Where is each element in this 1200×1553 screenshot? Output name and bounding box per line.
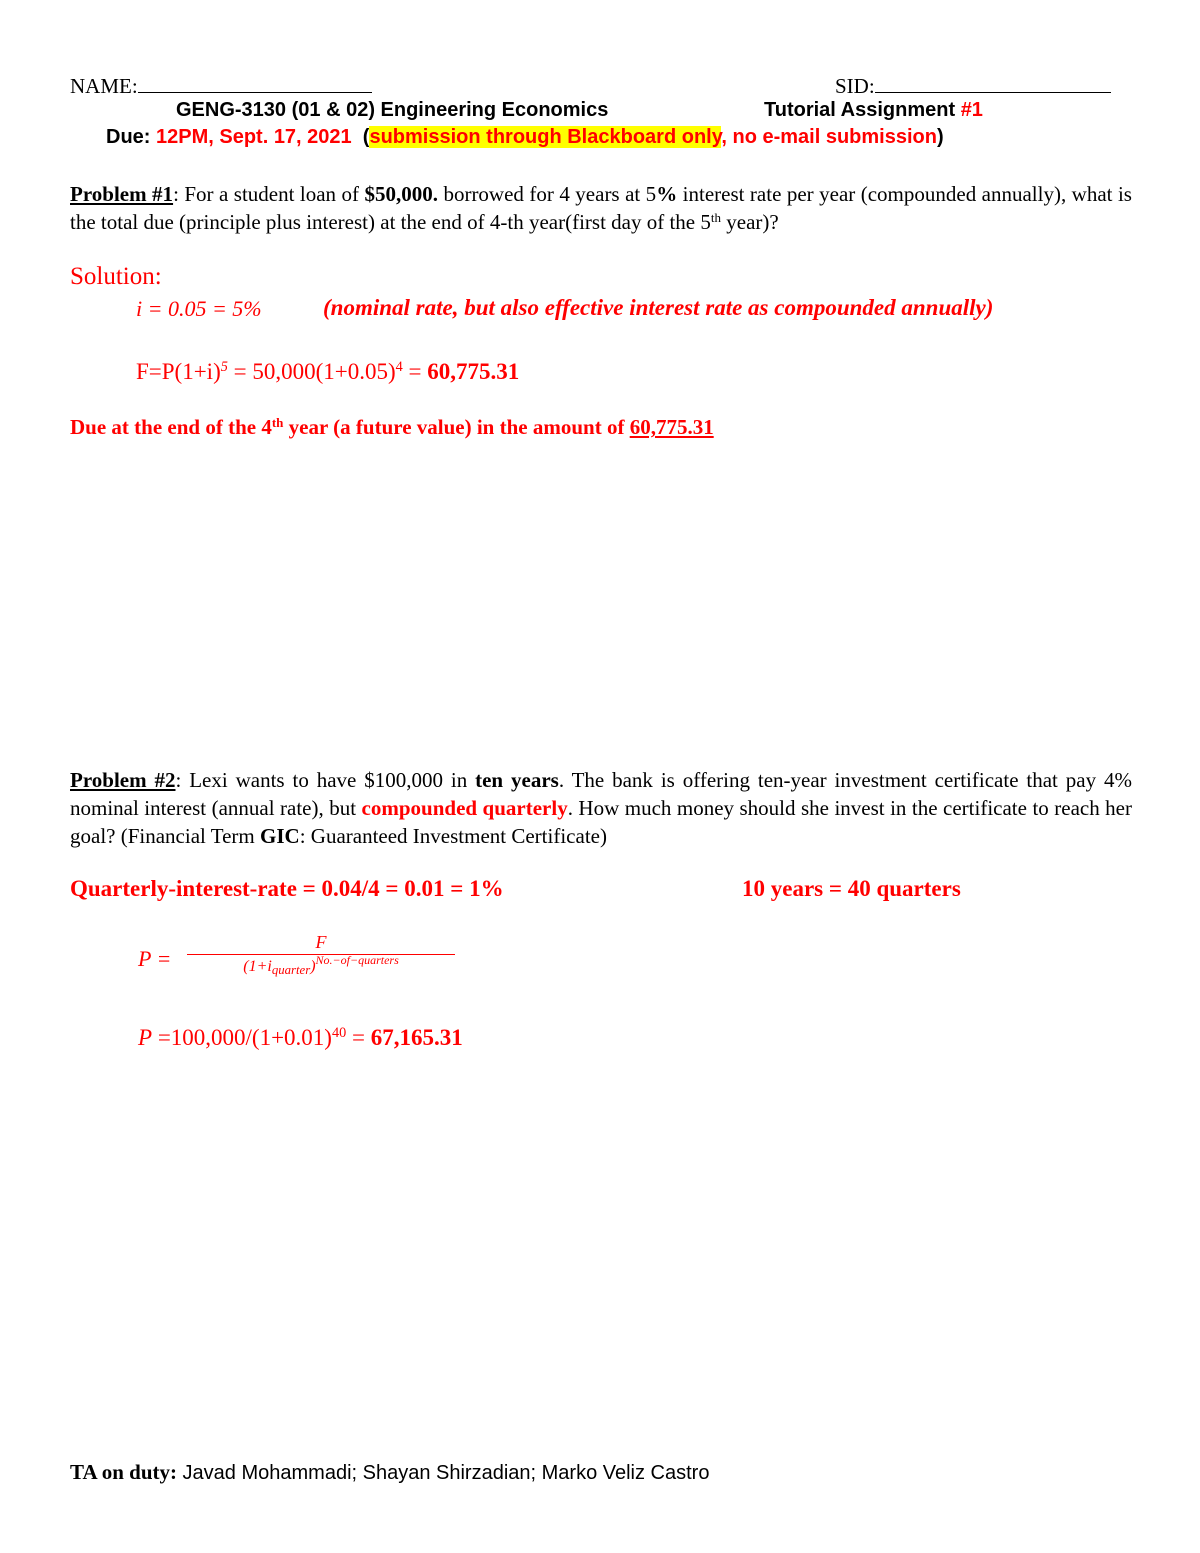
result-variable: P bbox=[138, 1025, 153, 1050]
denominator-part: ) bbox=[310, 958, 316, 975]
problem2-text: : Guaranteed Investment Certificate) bbox=[299, 824, 607, 848]
problem1-text: : For a student loan of bbox=[173, 182, 365, 206]
percent-sign: % bbox=[656, 182, 678, 206]
due-statement bbox=[70, 415, 714, 440]
gic-term: GIC bbox=[260, 824, 300, 848]
ta-label: TA on duty: bbox=[70, 1460, 177, 1484]
quarterly-rate: Quarterly-interest-rate = 0.04/4 = 0.01 = 1% bbox=[70, 876, 504, 901]
due-label: Due: bbox=[106, 126, 156, 148]
result-exponent: 40 bbox=[331, 1025, 347, 1042]
submission-rest: , no e-mail submission bbox=[721, 126, 937, 148]
submission-highlight: submission through Blackboard only bbox=[369, 126, 722, 148]
fraction-denominator bbox=[187, 952, 455, 982]
result-part: = bbox=[346, 1025, 371, 1050]
present-value-result: 67,165.31 bbox=[370, 1025, 463, 1050]
fraction-numerator: F bbox=[315, 932, 327, 952]
paren-open: ( bbox=[362, 126, 370, 148]
sid-field bbox=[835, 74, 1111, 99]
formula-exponent: 5 bbox=[220, 359, 228, 376]
problem2-label: Problem #2 bbox=[70, 768, 176, 792]
due-date: 12PM, Sept. 17, 2021 bbox=[156, 126, 352, 148]
loan-amount: $50,000. bbox=[364, 182, 438, 206]
solution-label: Solution: bbox=[70, 263, 162, 290]
superscript-th: th bbox=[710, 209, 721, 225]
problem2-text: : Lexi wants to have $100,000 in bbox=[175, 768, 476, 792]
superscript-th: th bbox=[271, 414, 284, 430]
problem1-text: year)? bbox=[721, 210, 779, 234]
due-text: year (a future value) in the amount of bbox=[283, 415, 630, 439]
assignment-number: #1 bbox=[960, 99, 983, 121]
sid-blank-line bbox=[875, 74, 1111, 93]
problem1-label: Problem #1 bbox=[70, 182, 174, 206]
future-value-result: 60,775.31 bbox=[427, 359, 520, 384]
formula-exponent: 4 bbox=[395, 359, 403, 376]
years-quarters: 10 years = 40 quarters bbox=[742, 876, 961, 901]
ta-footer bbox=[70, 1460, 709, 1485]
formula-lhs: P = bbox=[138, 946, 172, 971]
paren-close: ) bbox=[936, 126, 944, 148]
assignment-title bbox=[764, 99, 983, 122]
problem1-text: interest rate per year (compounded annually), what is the total due (principle plus interest) at the end of 4-th year(first day of the 5 bbox=[70, 182, 1132, 234]
problem2-statement bbox=[70, 766, 1132, 850]
name-field bbox=[70, 74, 372, 99]
assignment-prefix: Tutorial Assignment bbox=[764, 99, 961, 121]
present-value-result-line bbox=[138, 1025, 463, 1051]
course-title bbox=[176, 99, 608, 122]
problem2-text: . The bank is offering ten-year investment certificate that pay 4% nominal interest (annual rate), but bbox=[70, 768, 1132, 820]
present-value-fraction bbox=[187, 930, 455, 982]
problem1-text: borrowed for 4 years at 5 bbox=[437, 182, 657, 206]
course-name: GENG-3130 (01 & 02) Engineering Economics bbox=[176, 99, 609, 121]
formula-part: = bbox=[402, 359, 428, 384]
problem2-text: . How much money should she invest in the certificate to reach her goal? (Financial Term bbox=[70, 796, 1132, 848]
name-label: NAME: bbox=[70, 74, 138, 98]
future-value-formula bbox=[136, 359, 519, 385]
result-part: =100,000/(1+0.01) bbox=[152, 1025, 332, 1050]
sid-label: SID: bbox=[835, 74, 875, 98]
ten-years: ten years bbox=[475, 768, 559, 792]
denominator-part: (1+i bbox=[243, 958, 272, 975]
denominator-exponent: No.−of−quarters bbox=[315, 952, 399, 967]
rate-equation: i = 0.05 = 5% bbox=[136, 296, 262, 321]
rate-note: (nominal rate, but also effective interest rate as compounded annually) bbox=[323, 295, 994, 320]
denominator-subscript: quarter bbox=[271, 963, 311, 978]
name-blank-line bbox=[138, 74, 372, 93]
compounded-quarterly: compounded quarterly bbox=[361, 796, 568, 820]
formula-part: = 50,000(1+0.05) bbox=[227, 359, 396, 384]
due-text: Due at the end of the 4 bbox=[70, 415, 272, 439]
formula-part: F=P(1+i) bbox=[136, 359, 221, 384]
due-line bbox=[106, 126, 944, 149]
problem1-statement bbox=[70, 180, 1132, 236]
ta-names: Javad Mohammadi; Shayan Shirzadian; Marko Veliz Castro bbox=[176, 1462, 710, 1484]
due-amount: 60,775.31 bbox=[629, 415, 714, 439]
